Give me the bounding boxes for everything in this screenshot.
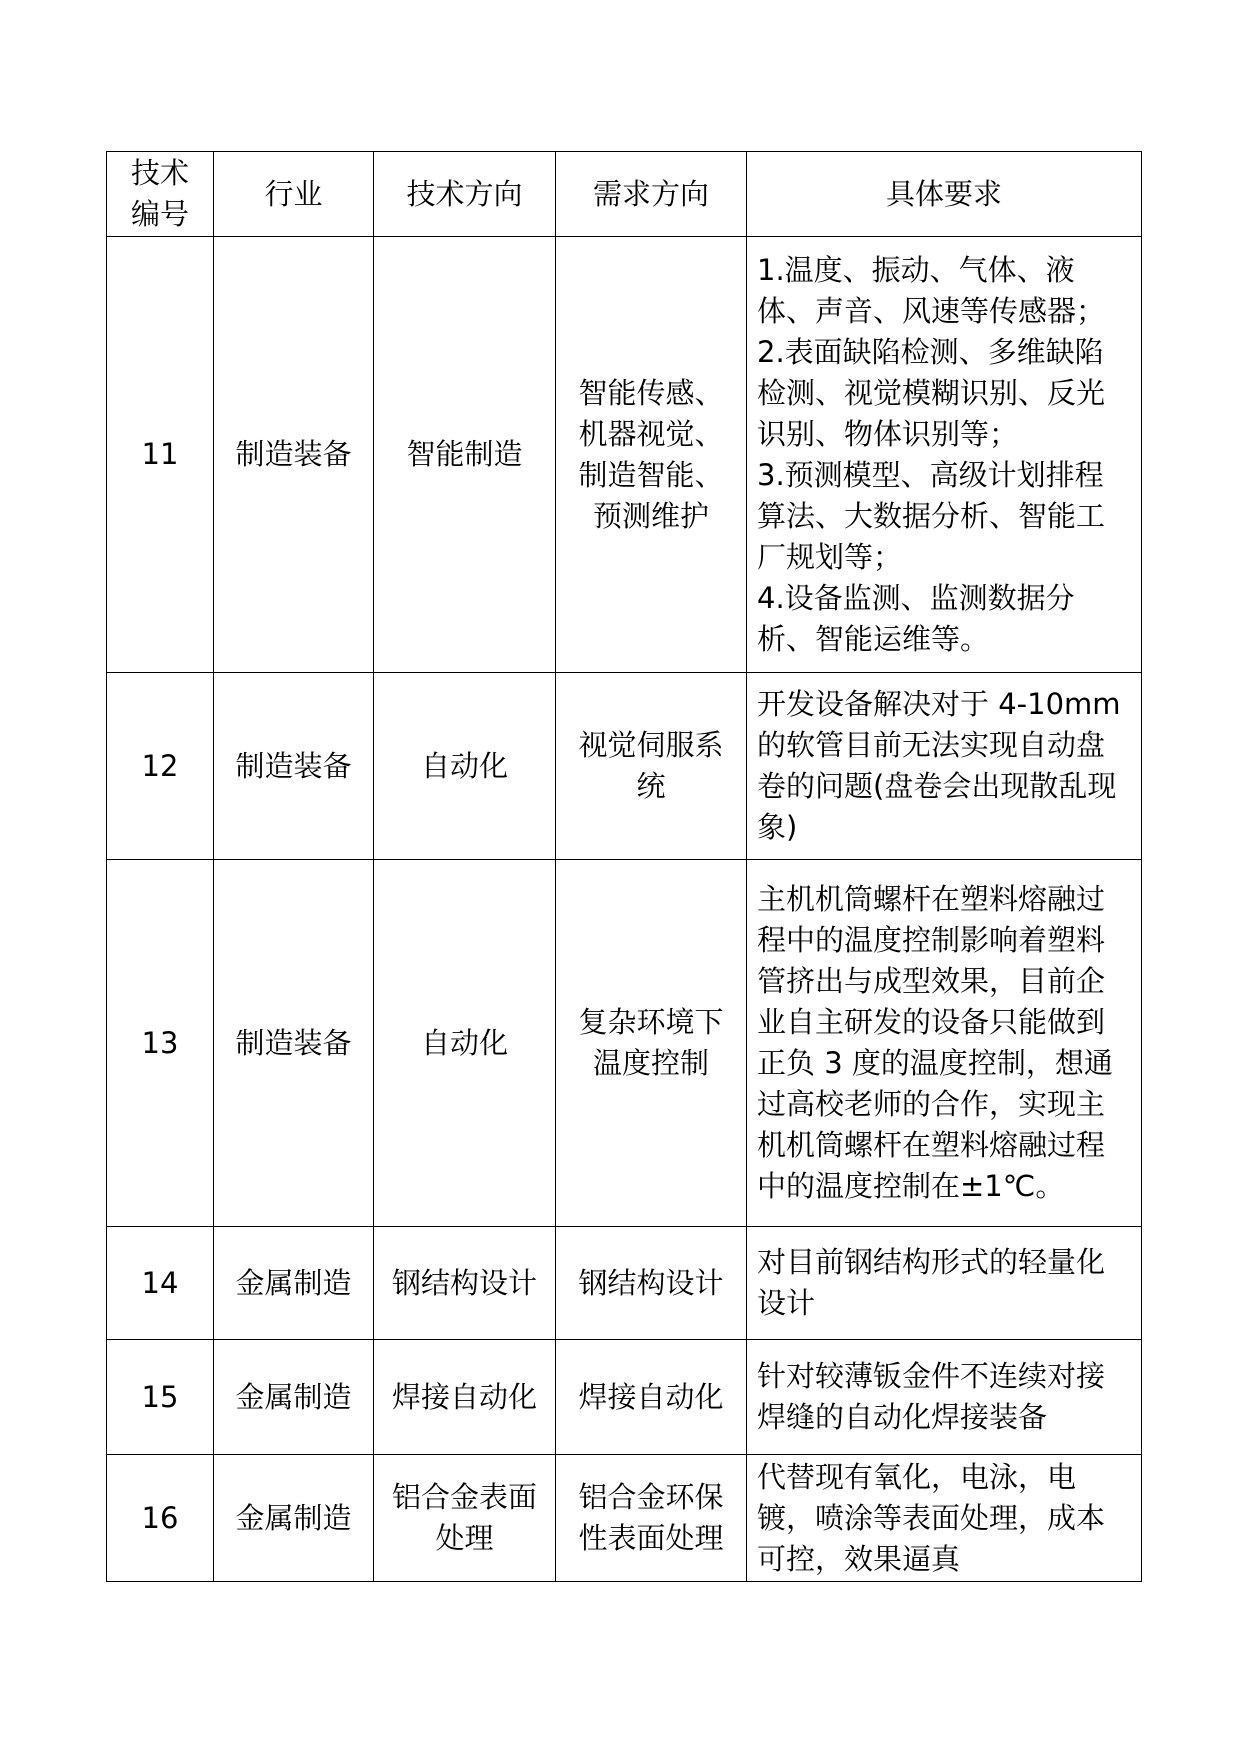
requirements-cell [747,1340,1142,1455]
industry-cell [214,673,374,860]
cell-text-line: 12 [141,748,179,783]
cell-text-line: 智能传感、 [578,375,724,410]
cell-text-line: 铝合金环保 [578,1480,724,1514]
cell-text-line: 析、智能运维等。 [757,621,990,656]
cell-text-line: 金属制造 [235,1500,352,1535]
cell-text-line: 对目前钢结构形式的轻量化 [757,1245,1106,1279]
requirements-cell [747,1227,1142,1340]
cell-text-line: 技术方向 [406,176,523,211]
tech-direction-cell [374,860,556,1227]
demand-direction-cell [556,1455,747,1582]
cell-text-line: 制造装备 [235,1025,352,1060]
table-body [107,152,1142,1582]
table-row [107,1340,1142,1455]
requirements-cell [747,237,1142,673]
table-row [107,860,1142,1227]
cell-text-line: 制造装备 [235,437,352,471]
cell-text-line: 过高校老师的合作，实现主 [757,1087,1106,1121]
cell-text-line: 制造装备 [235,748,352,783]
cell-text-line: 4.设备监测、监测数据分 [757,580,1075,615]
tech-direction-cell [374,673,556,860]
header-demand-direction-cell [556,152,747,237]
cell-text-line: 行业 [264,176,323,211]
cell-text-line: 自动化 [420,1025,508,1060]
cell-text-line: 具体要求 [885,176,1002,211]
cell-text-line: 制造智能、 [578,457,724,492]
demand-direction-cell [556,1227,747,1340]
demand-direction-cell [556,237,747,673]
id-cell [107,673,214,860]
cell-text-line: 性表面处理 [578,1521,724,1555]
cell-text-line: 体、声音、风速等传感器； [757,293,1106,328]
cell-text-line: 金属制造 [235,1379,352,1414]
id-cell [107,1455,214,1582]
requirements-cell [747,673,1142,860]
id-cell [107,860,214,1227]
table-row [107,237,1142,673]
tech-direction-cell [374,1227,556,1340]
tech-demand-table [106,151,1142,1582]
cell-text-line: 焊接自动化 [578,1379,724,1414]
cell-text-line: 11 [141,437,179,471]
cell-text-line: 机机筒螺杆在塑料熔融过程 [757,1128,1106,1162]
table-row [107,1227,1142,1340]
header-industry-cell [214,152,374,237]
cell-text-line: 金属制造 [235,1265,352,1300]
cell-text-line: 自动化 [420,748,508,783]
cell-text-line: 铝合金表面 [391,1480,537,1514]
cell-text-line: 象) [757,810,798,844]
cell-text-line: 卷的问题(盘卷会出现散乱现 [757,769,1117,803]
demand-direction-cell [556,1340,747,1455]
requirements-cell [747,1455,1142,1582]
industry-cell [214,1227,374,1340]
cell-text-line: 13 [141,1025,179,1060]
cell-text-line: 3.预测模型、高级计划排程 [757,457,1104,492]
cell-text-line: 视觉伺服系 [578,728,724,762]
cell-text-line: 镀，喷涂等表面处理，成本 [757,1500,1106,1535]
id-cell [107,1227,214,1340]
id-cell [107,237,214,673]
cell-text-line: 15 [141,1379,179,1414]
industry-cell [214,860,374,1227]
cell-text-line: 14 [141,1265,179,1300]
cell-text-line: 技术 [130,156,189,190]
cell-text-line: 中的温度控制在±1℃。 [757,1169,1065,1203]
tech-direction-cell [374,1455,556,1582]
cell-text-line: 复杂环境下 [578,1005,724,1039]
header-id-cell [107,152,214,237]
cell-text-line: 统 [636,769,666,803]
cell-text-line: 处理 [435,1521,494,1555]
cell-text-line: 算法、大数据分析、智能工 [757,498,1106,533]
table-row [107,1455,1142,1582]
cell-text-line: 代替现有氧化，电泳，电 [757,1459,1077,1494]
cell-text-line: 可控，效果逼真 [757,1541,961,1576]
industry-cell [214,1340,374,1455]
cell-text-line: 检测、视觉模糊识别、反光 [757,375,1106,410]
header-tech-direction-cell [374,152,556,237]
demand-direction-cell [556,673,747,860]
header-row [107,152,1142,237]
cell-text-line: 编号 [130,197,189,231]
cell-text-line: 识别、物体识别等； [757,416,1019,451]
table-row [107,673,1142,860]
cell-text-line: 厂规划等； [757,539,903,574]
cell-text-line: 焊缝的自动化焊接装备 [757,1400,1048,1434]
id-cell [107,1340,214,1455]
cell-text-line: 需求方向 [592,176,709,211]
cell-text-line: 16 [141,1500,179,1535]
industry-cell [214,237,374,673]
tech-direction-cell [374,237,556,673]
industry-cell [214,1455,374,1582]
cell-text-line: 1.温度、振动、气体、液 [757,252,1075,287]
cell-text-line: 焊接自动化 [391,1379,537,1414]
cell-text-line: 开发设备解决对于 4-10mm [757,687,1121,721]
demand-direction-cell [556,860,747,1227]
cell-text-line: 业自主研发的设备只能做到 [757,1005,1106,1039]
cell-text-line: 主机机筒螺杆在塑料熔融过 [757,882,1106,916]
cell-text-line: 的软管目前无法实现自动盘 [757,728,1106,762]
header-requirements-cell [747,152,1142,237]
cell-text-line: 钢结构设计 [578,1265,724,1300]
cell-text-line: 智能制造 [406,437,523,471]
cell-text-line: 2.表面缺陷检测、多维缺陷 [757,334,1104,369]
cell-text-line: 程中的温度控制影响着塑料 [757,923,1106,957]
cell-text-line: 针对较薄钣金件不连续对接 [757,1359,1106,1393]
cell-text-line: 管挤出与成型效果，目前企 [757,964,1106,998]
cell-text-line: 设计 [757,1286,816,1320]
cell-text-line: 机器视觉、 [578,416,724,451]
cell-text-line: 正负 3 度的温度控制，想通 [757,1046,1113,1080]
requirements-cell [747,860,1142,1227]
cell-text-line: 钢结构设计 [391,1265,537,1300]
tech-direction-cell [374,1340,556,1455]
cell-text-line: 预测维护 [592,498,709,533]
cell-text-line: 温度控制 [592,1046,709,1080]
